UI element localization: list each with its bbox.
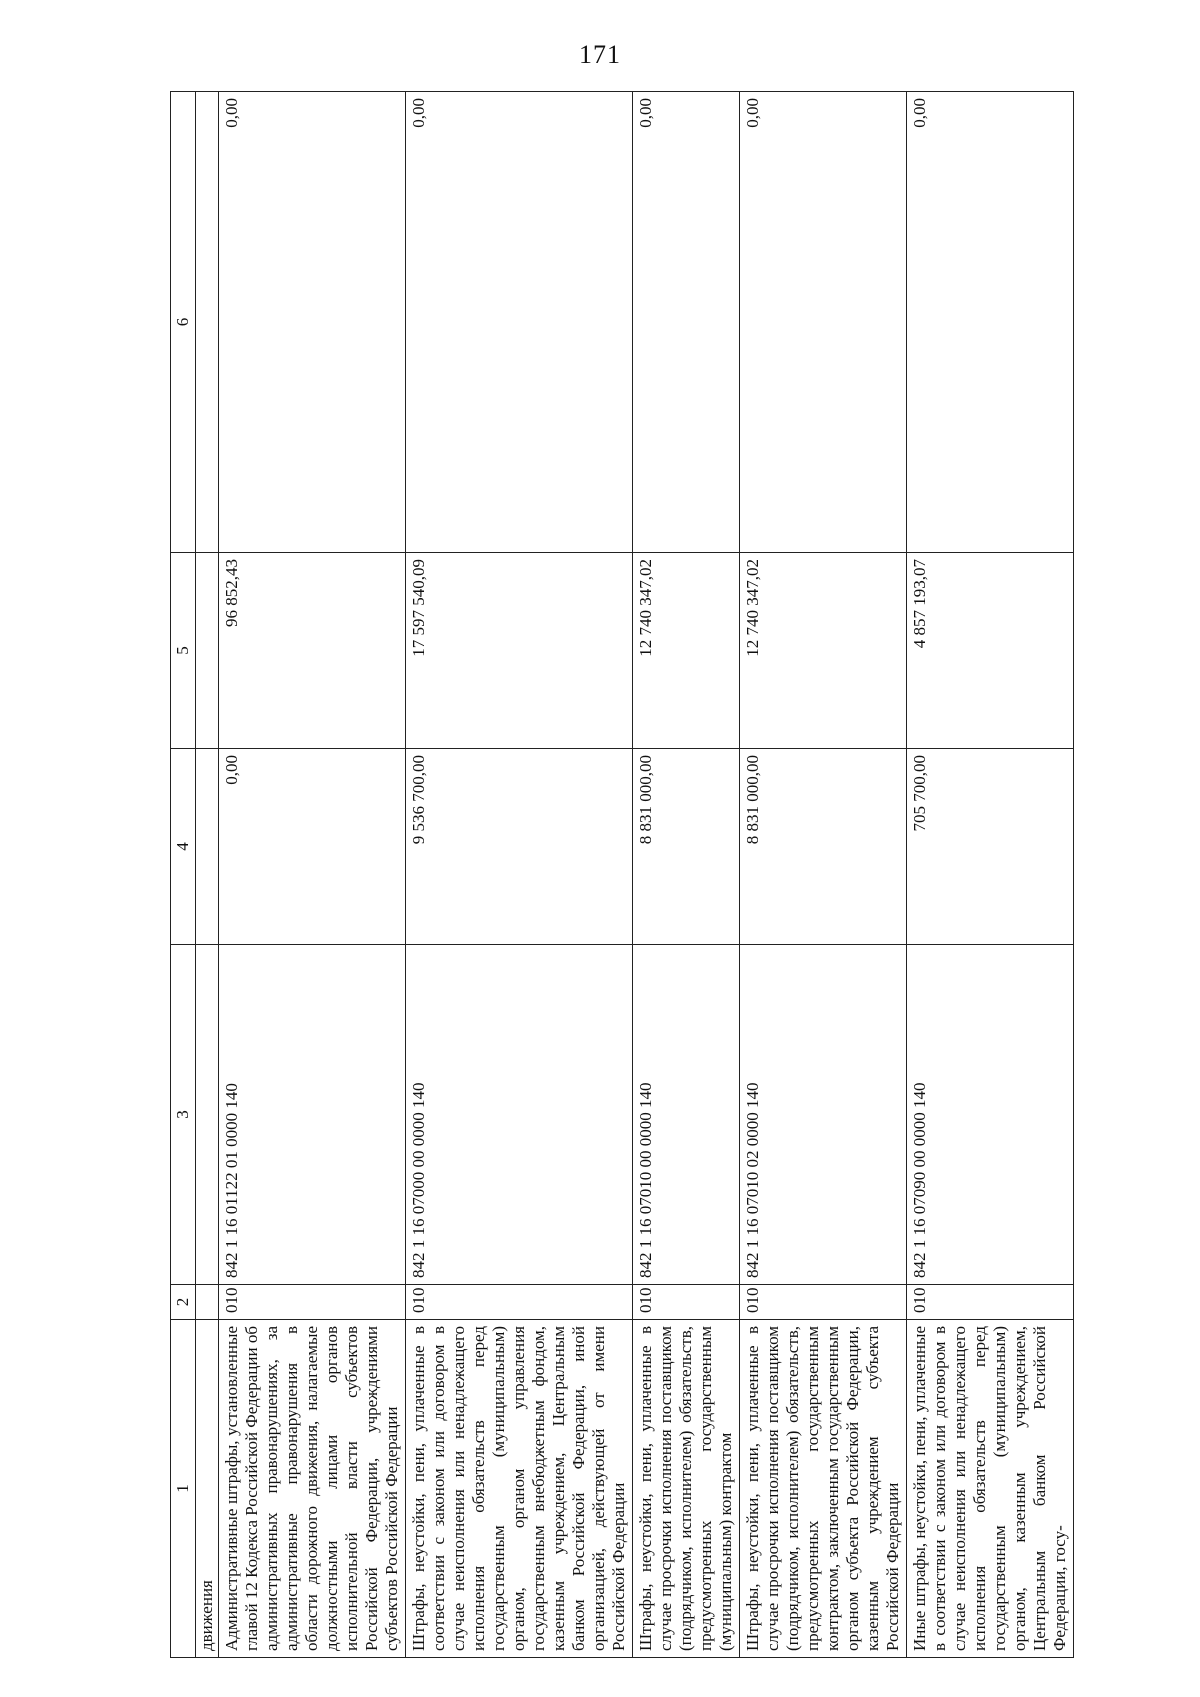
table-row: [219, 92, 406, 1658]
row-line-code: 010: [406, 1285, 633, 1320]
continuation-row: [196, 92, 219, 1658]
row-col6: 0,00: [740, 92, 907, 553]
row-col6: 0,00: [406, 92, 633, 553]
page-number: 171: [579, 40, 621, 69]
empty-cell: [196, 749, 219, 945]
row-name: Штрафы, неустойки, пени, уплаченные в случае просрочки исполнения поставщиком (подрядчиком, исполнителем) обязательств, предусмотренных государственным контрактом, заключенным государственным органом субъекта Российской Федерации, казенным учреждением субъекта Российской Федерации: [740, 1320, 907, 1658]
header-col-2: 2: [171, 1285, 196, 1320]
header-row: [171, 92, 196, 1658]
continuation-text: движения: [196, 1320, 219, 1658]
row-col4: 9 536 700,00: [406, 749, 633, 945]
revenue-table: [170, 91, 1074, 1658]
row-kbk: 842 1 16 07010 02 0000 140: [740, 945, 907, 1285]
row-col5: 96 852,43: [219, 553, 406, 749]
empty-cell: [196, 92, 219, 553]
row-name: Штрафы, неустойки, пени, уплаченные в соответствии с законом или договором в случае неисполнения или ненадлежащего исполнения обязательств перед государственным (муниципальным) органом, органом управления государственным внебюджетным фондом, казенным учреждением, Центральным банком Российской Федерации, иной организацией, действующей от имени Российской Федерации: [406, 1320, 633, 1658]
row-col4: 8 831 000,00: [740, 749, 907, 945]
table-row: [740, 92, 907, 1658]
row-kbk: 842 1 16 07090 00 0000 140: [907, 945, 1074, 1285]
row-col5: 12 740 347,02: [633, 553, 740, 749]
row-col5: 17 597 540,09: [406, 553, 633, 749]
row-col6: 0,00: [907, 92, 1074, 553]
row-col4: 0,00: [219, 749, 406, 945]
header-col-1: 1: [171, 1320, 196, 1658]
table-row: [406, 92, 633, 1658]
row-kbk: 842 1 16 01122 01 0000 140: [219, 945, 406, 1285]
row-col6: 0,00: [633, 92, 740, 553]
header-col-3: 3: [171, 945, 196, 1285]
row-col4: 705 700,00: [907, 749, 1074, 945]
row-line-code: 010: [907, 1285, 1074, 1320]
row-col6: 0,00: [219, 92, 406, 553]
row-col5: 12 740 347,02: [740, 553, 907, 749]
row-line-code: 010: [633, 1285, 740, 1320]
row-col5: 4 857 193,07: [907, 553, 1074, 749]
row-kbk: 842 1 16 07000 00 0000 140: [406, 945, 633, 1285]
header-col-4: 4: [171, 749, 196, 945]
row-name: Иные штрафы, неустойки, пени, уплаченные в соответствии с законом или договором в случае неисполнения или ненадлежащего исполнения обязательств перед государственным (муниципальным) органом, казенным учреждением, Центральным банком Российской Федерации, госу-: [907, 1320, 1074, 1658]
header-col-5: 5: [171, 553, 196, 749]
rotated-table-frame: [170, 92, 1069, 1658]
row-name: Административные штрафы, установленные главой 12 Кодекса Российской Федерации об административных правонарушениях, за административные правонарушения в области дорожного движения, налагаемые должностными лицами органов исполнительной власти субъектов Российской Федерации, учреждениями субъектов Российской Федерации: [219, 1320, 406, 1658]
row-line-code: 010: [740, 1285, 907, 1320]
row-kbk: 842 1 16 07010 00 0000 140: [633, 945, 740, 1285]
empty-cell: [196, 553, 219, 749]
row-col4: 8 831 000,00: [633, 749, 740, 945]
table-row: [633, 92, 740, 1658]
header-col-6: 6: [171, 92, 196, 553]
empty-cell: [196, 1285, 219, 1320]
empty-cell: [196, 945, 219, 1285]
table-row: [907, 92, 1074, 1658]
row-name: Штрафы, неустойки, пени, уплаченные в случае просрочки исполнения поставщиком (подрядчиком, исполнителем) обязательств, предусмотренных государственным (муниципальным) контрактом: [633, 1320, 740, 1658]
row-line-code: 010: [219, 1285, 406, 1320]
